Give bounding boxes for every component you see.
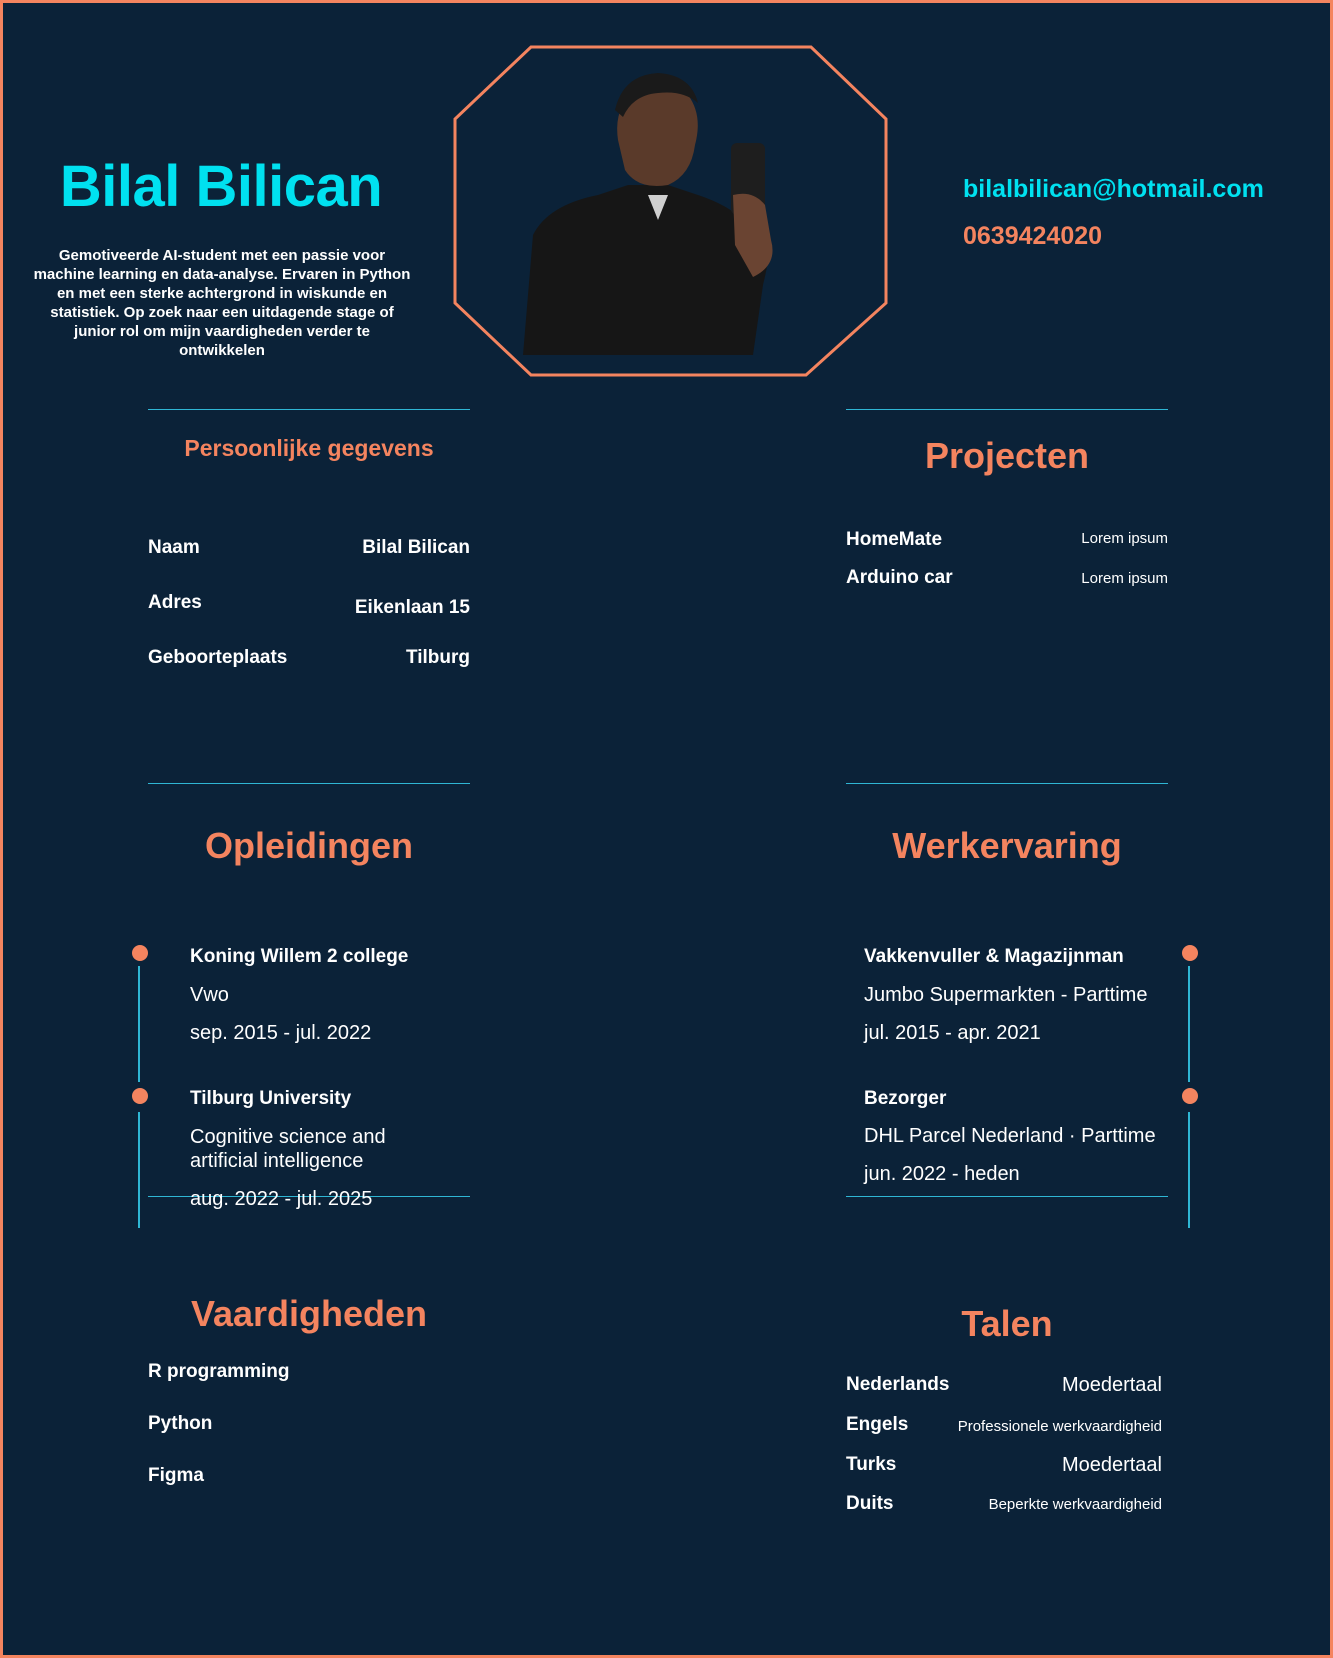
education-program: Vwo (190, 984, 229, 1006)
education-section-title: Opleidingen (204, 825, 413, 866)
language-name: Turks (846, 1454, 897, 1475)
work-section-title: Werkervaring (892, 825, 1122, 866)
language-name: Engels (846, 1414, 909, 1435)
personal-section-title: Persoonlijke gegevens (184, 435, 434, 461)
email-link[interactable]: bilalbilican@hotmail.com (963, 175, 1264, 203)
divider (148, 783, 470, 784)
personal-value-name: Bilal Bilican (362, 537, 470, 558)
language-level: Beperkte werkvaardigheid (988, 1496, 1162, 1513)
education-period: aug. 2022 - jul. 2025 (190, 1188, 373, 1210)
skills-section-title: Vaardigheden (190, 1293, 428, 1334)
work-company: DHL Parcel Nederland · Parttime (864, 1125, 1156, 1147)
skill-item: R programming (148, 1361, 290, 1382)
language-level: Moedertaal (1061, 1454, 1162, 1476)
timeline-dot (132, 945, 148, 961)
timeline-dot (1182, 1088, 1198, 1104)
personal-label-birthplace: Geboorteplaats (148, 647, 288, 668)
timeline-line (1188, 1112, 1190, 1228)
profile-photo (453, 45, 889, 377)
language-level: Moedertaal (1061, 1374, 1162, 1396)
candidate-name: Bilal Bilican (59, 154, 383, 219)
skill-item: Python (148, 1413, 213, 1434)
timeline-dot (1182, 945, 1198, 961)
project-description: Lorem ipsum (1081, 570, 1168, 587)
personal-value-birthplace: Tilburg (405, 647, 470, 668)
divider (846, 409, 1168, 410)
projects-section-title: Projecten (924, 435, 1090, 476)
divider (846, 783, 1168, 784)
work-company: Jumbo Supermarkten - Parttime (864, 984, 1148, 1006)
project-description: Lorem ipsum (1081, 530, 1168, 547)
timeline-line (138, 966, 140, 1082)
education-school: Tilburg University (190, 1088, 352, 1109)
work-role: Bezorger (864, 1088, 947, 1109)
timeline-line (1188, 966, 1190, 1082)
education-program: Cognitive science and (190, 1126, 386, 1148)
work-period: jun. 2022 - heden (864, 1163, 1020, 1185)
timeline-line (138, 1112, 140, 1228)
divider (846, 1196, 1168, 1197)
language-name: Nederlands (846, 1374, 950, 1395)
phone-number[interactable]: 0639424020 (963, 222, 1103, 250)
language-name: Duits (846, 1493, 894, 1514)
education-period: sep. 2015 - jul. 2022 (190, 1022, 372, 1044)
languages-section-title: Talen (961, 1303, 1053, 1344)
work-role: Vakkenvuller & Magazijnman (864, 946, 1124, 967)
education-school: Koning Willem 2 college (190, 946, 409, 967)
personal-label-address: Adres (148, 592, 202, 613)
personal-value-address: Eikenlaan 15 (354, 597, 470, 618)
project-name: Arduino car (846, 567, 953, 588)
language-level: Professionele werkvaardigheid (957, 1418, 1162, 1435)
project-name: HomeMate (846, 529, 943, 550)
personal-label-name: Naam (148, 537, 200, 558)
work-period: jul. 2015 - apr. 2021 (864, 1022, 1041, 1044)
education-program: artificial intelligence (190, 1150, 364, 1172)
timeline-dot (132, 1088, 148, 1104)
divider (148, 409, 470, 410)
skill-item: Figma (148, 1465, 204, 1486)
profile-summary: Gemotiveerde AI-student met een passie voor machine learning en data-analyse. Ervaren in Python en met een sterke achtergrond in wiskunde en statistiek. Op zoek naar een uitdagende stage of junior rol om mijn vaardigheden verder te ontwikkelen (33, 247, 411, 359)
